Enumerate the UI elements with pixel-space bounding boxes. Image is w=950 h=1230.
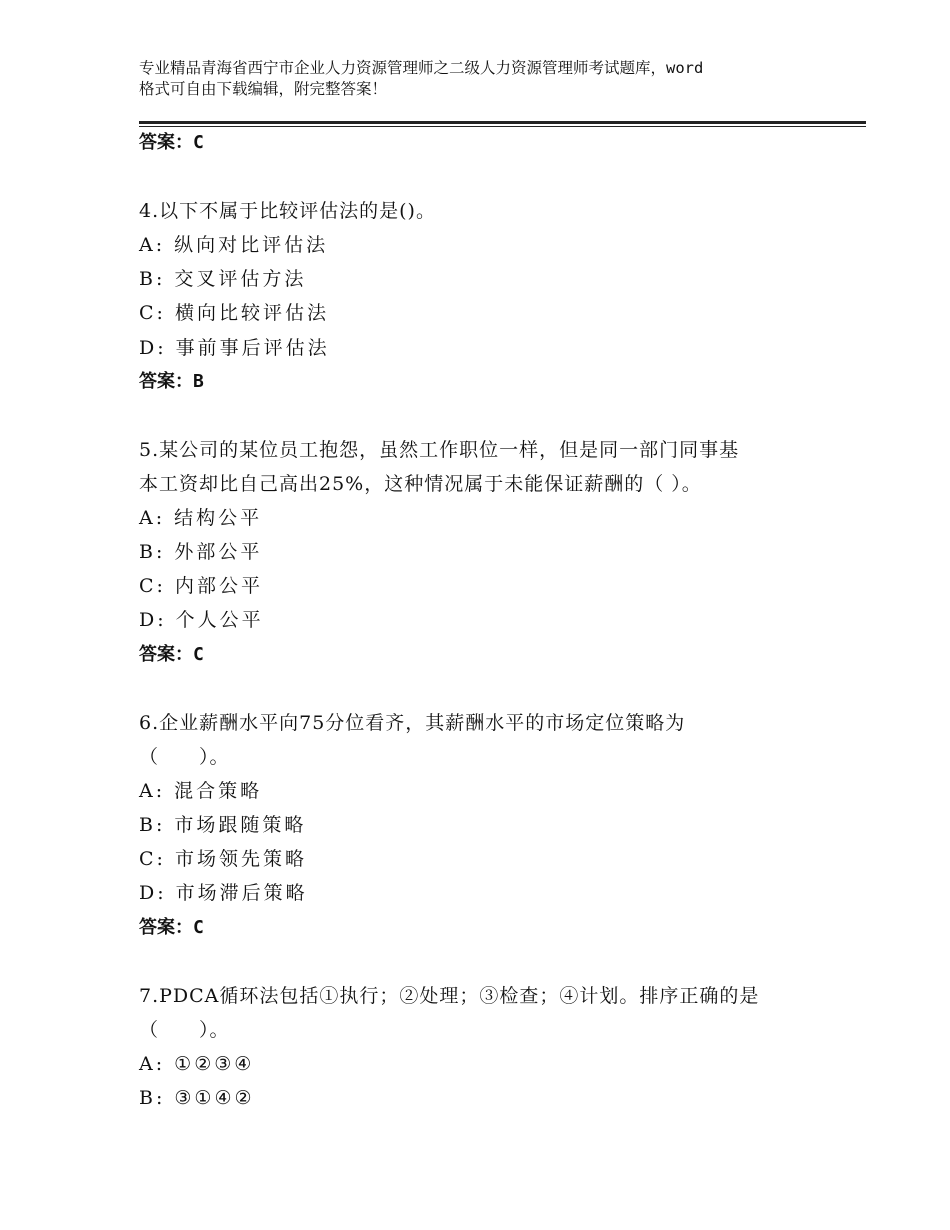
q4-stem-line-1: 4.以下不属于比较评估法的是()。 <box>139 200 436 222</box>
answer-q3: 答案：C <box>139 132 204 153</box>
answer-q4: 答案：B <box>139 371 204 392</box>
q4-option-a: A: 纵向对比评估法 <box>139 234 329 256</box>
document-header <box>139 58 839 100</box>
q4-option-d: D: 事前事后评估法 <box>139 337 330 359</box>
q7-option-b: B: ③①④② <box>139 1087 255 1109</box>
q6-option-b: B: 市场跟随策略 <box>139 814 307 836</box>
q5-option-a: A: 结构公平 <box>139 507 263 529</box>
q6-option-a: A: 混合策略 <box>139 780 263 802</box>
header-divider-thick <box>139 121 866 124</box>
answer-q5: 答案：C <box>139 644 204 665</box>
q7-option-a: A: ①②③④ <box>139 1053 255 1075</box>
q5-stem-line-2: 本工资却比自己高出25%，这种情况属于未能保证薪酬的（ ）。 <box>139 473 702 495</box>
q5-option-b: B: 外部公平 <box>139 541 263 563</box>
q4-option-b: B: 交叉评估方法 <box>139 268 307 290</box>
q5-option-d: D: 个人公平 <box>139 609 264 631</box>
q7-stem-line-1: 7.PDCA循环法包括①执行；②处理；③检查；④计划。排序正确的是 <box>139 985 760 1007</box>
header-divider-thin <box>139 126 866 127</box>
q7-stem-line-2: （ ）。 <box>139 1019 230 1041</box>
q5-stem-line-1: 5.某公司的某位员工抱怨，虽然工作职位一样，但是同一部门同事基 <box>139 439 740 461</box>
header-line-1: 专业精品青海省西宁市企业人力资源管理师之二级人力资源管理师考试题库，word <box>139 59 704 77</box>
q6-stem-line-2: （ ）。 <box>139 746 230 768</box>
q6-stem-line-1: 6.企业薪酬水平向75分位看齐，其薪酬水平的市场定位策略为 <box>139 712 686 734</box>
header-line-2: 格式可自由下载编辑，附完整答案！ <box>139 80 388 98</box>
q4-option-c: C: 横向比较评估法 <box>139 302 329 324</box>
q6-option-d: D: 市场滞后策略 <box>139 882 308 904</box>
q6-option-c: C: 市场领先策略 <box>139 848 307 870</box>
answer-q6: 答案：C <box>139 917 204 938</box>
q5-option-c: C: 内部公平 <box>139 575 263 597</box>
